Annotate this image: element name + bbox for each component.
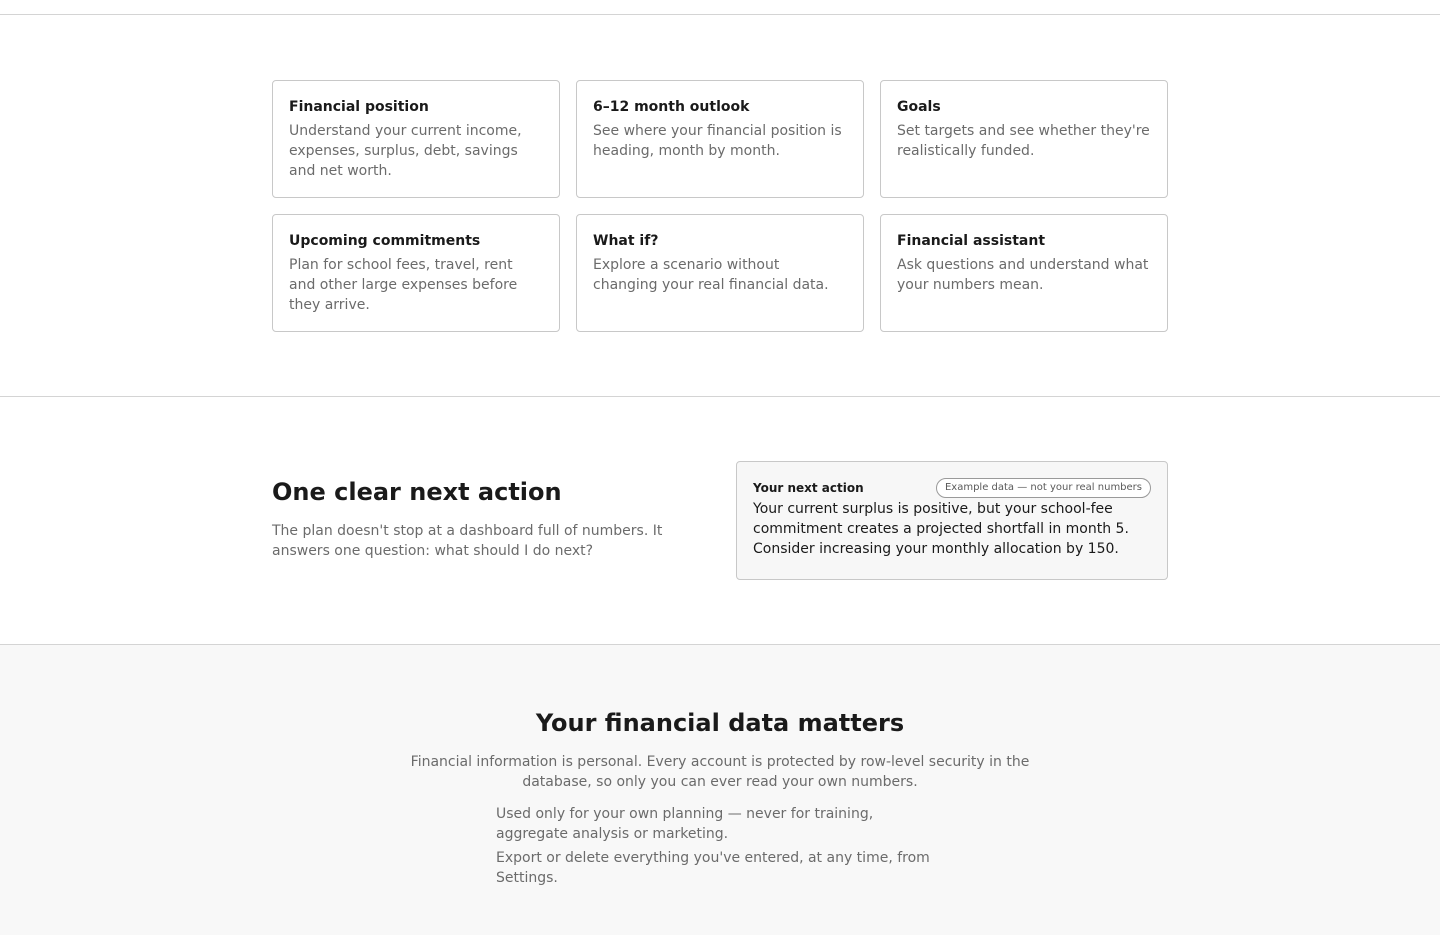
- privacy-title: Your financial data matters: [535, 709, 905, 737]
- feature-card-description: Explore a scenario without changing your real financial data.: [593, 257, 829, 293]
- privacy-point: Export or delete everything you've entered, at any time, from Settings.: [496, 850, 930, 886]
- feature-card-title: Upcoming commitments: [289, 233, 481, 249]
- feature-card-financial-assistant: [880, 214, 1168, 332]
- next-action-description: The plan doesn't stop at a dashboard full of numbers. It answers one question: what should I do next?: [272, 523, 663, 559]
- feature-card-description: Plan for school fees, travel, rent and other large expenses before they arrive.: [289, 257, 518, 313]
- next-action-text: Your current surplus is positive, but your school-fee commitment creates a projected shortfall in month 5. Consider increasing your monthly allocation by 150.: [753, 501, 1129, 557]
- next-action-card-label: Your next action: [753, 481, 864, 495]
- feature-card-description: Understand your current income, expenses, surplus, debt, savings and net worth.: [289, 123, 522, 179]
- next-action-heading: One clear next action: [272, 478, 562, 506]
- feature-card-title: What if?: [593, 233, 659, 249]
- next-action-card: [736, 461, 1168, 580]
- section-divider: [0, 396, 1440, 397]
- privacy-points: [496, 804, 936, 892]
- feature-card-upcoming-commitments: [272, 214, 560, 332]
- next-action-card-header: [753, 478, 1151, 498]
- privacy-section: [0, 645, 1440, 935]
- feature-card-financial-position: [272, 80, 560, 198]
- feature-card-title: Goals: [897, 99, 941, 115]
- feature-card-outlook: [576, 80, 864, 198]
- feature-card-what-if: [576, 214, 864, 332]
- privacy-point: Used only for your own planning — never for training, aggregate analysis or marketing.: [496, 806, 874, 842]
- feature-grid: [272, 80, 1168, 332]
- feature-card-title: Financial assistant: [897, 233, 1046, 249]
- feature-card-title: 6–12 month outlook: [593, 99, 750, 115]
- example-data-badge: Example data — not your real numbers: [936, 478, 1151, 498]
- feature-card-title: Financial position: [289, 99, 429, 115]
- feature-card-description: Set targets and see whether they're realistically funded.: [897, 123, 1150, 159]
- top-divider: [0, 14, 1440, 15]
- feature-card-description: See where your financial position is heading, month by month.: [593, 123, 842, 159]
- privacy-intro: Financial information is personal. Every account is protected by row-level security in the database, so only you can ever read your own numbers.: [410, 754, 1030, 790]
- feature-card-goals: [880, 80, 1168, 198]
- feature-card-description: Ask questions and understand what your numbers mean.: [897, 257, 1149, 293]
